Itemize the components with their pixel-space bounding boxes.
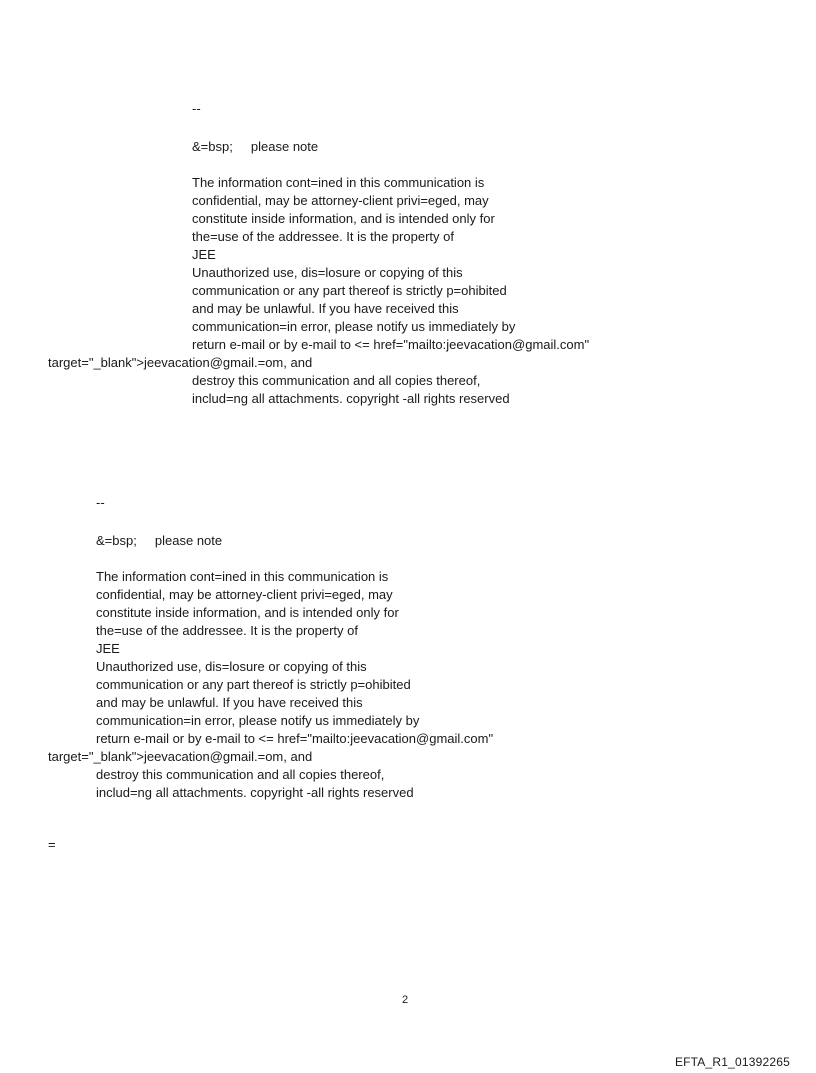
block2-line: JEE [96, 641, 120, 656]
block2-line: communication or any part thereof is strictly p=ohibited [96, 677, 411, 692]
block2-line: and may be unlawful. If you have received this [96, 695, 363, 710]
block1-line: The information cont=ined in this communication is [192, 175, 485, 190]
block1-line: destroy this communication and all copies thereof, [192, 373, 481, 388]
block2-wrap-line: target="_blank">jeevacation@gmail.=om, and [48, 749, 313, 764]
block1-line: return e-mail or by e-mail to <= href="mailto:jeevacation@gmail.com" [192, 337, 590, 352]
block1-line: Unauthorized use, dis=losure or copying of this [192, 265, 463, 280]
block1-line: and may be unlawful. If you have received this [192, 301, 459, 316]
block1-line: JEE [192, 247, 216, 262]
bates-number: EFTA_R1_01392265 [674, 1055, 790, 1069]
block1-line: constitute inside information, and is intended only for [192, 211, 495, 226]
block1-note-line: &=bsp; please note [192, 139, 319, 154]
block1-dashes: -- [192, 101, 201, 116]
block2-line: return e-mail or by e-mail to <= href="mailto:jeevacation@gmail.com" [96, 731, 494, 746]
block1-wrap-line: target="_blank">jeevacation@gmail.=om, and [48, 355, 313, 370]
block2-note-line: &=bsp; please note [96, 533, 223, 548]
block2-line: communication=in error, please notify us immediately by [96, 713, 420, 728]
trailing-equals: = [48, 837, 56, 852]
block2-dashes: -- [96, 495, 105, 510]
block2-line: the=use of the addressee. It is the property of [96, 623, 358, 638]
block1-line: includ=ng all attachments. copyright -all rights reserved [192, 391, 510, 406]
block2-line: destroy this communication and all copies thereof, [96, 767, 385, 782]
block2-line: Unauthorized use, dis=losure or copying of this [96, 659, 367, 674]
block1-line: communication or any part thereof is strictly p=ohibited [192, 283, 507, 298]
block2-line: The information cont=ined in this communication is [96, 569, 389, 584]
page-number: 2 [402, 994, 409, 1006]
block2-line: confidential, may be attorney-client privi=eged, may [96, 587, 393, 602]
block2-line: includ=ng all attachments. copyright -all rights reserved [96, 785, 414, 800]
block1-line: the=use of the addressee. It is the property of [192, 229, 454, 244]
block2-line: constitute inside information, and is intended only for [96, 605, 399, 620]
block1-line: communication=in error, please notify us immediately by [192, 319, 516, 334]
block1-line: confidential, may be attorney-client privi=eged, may [192, 193, 489, 208]
